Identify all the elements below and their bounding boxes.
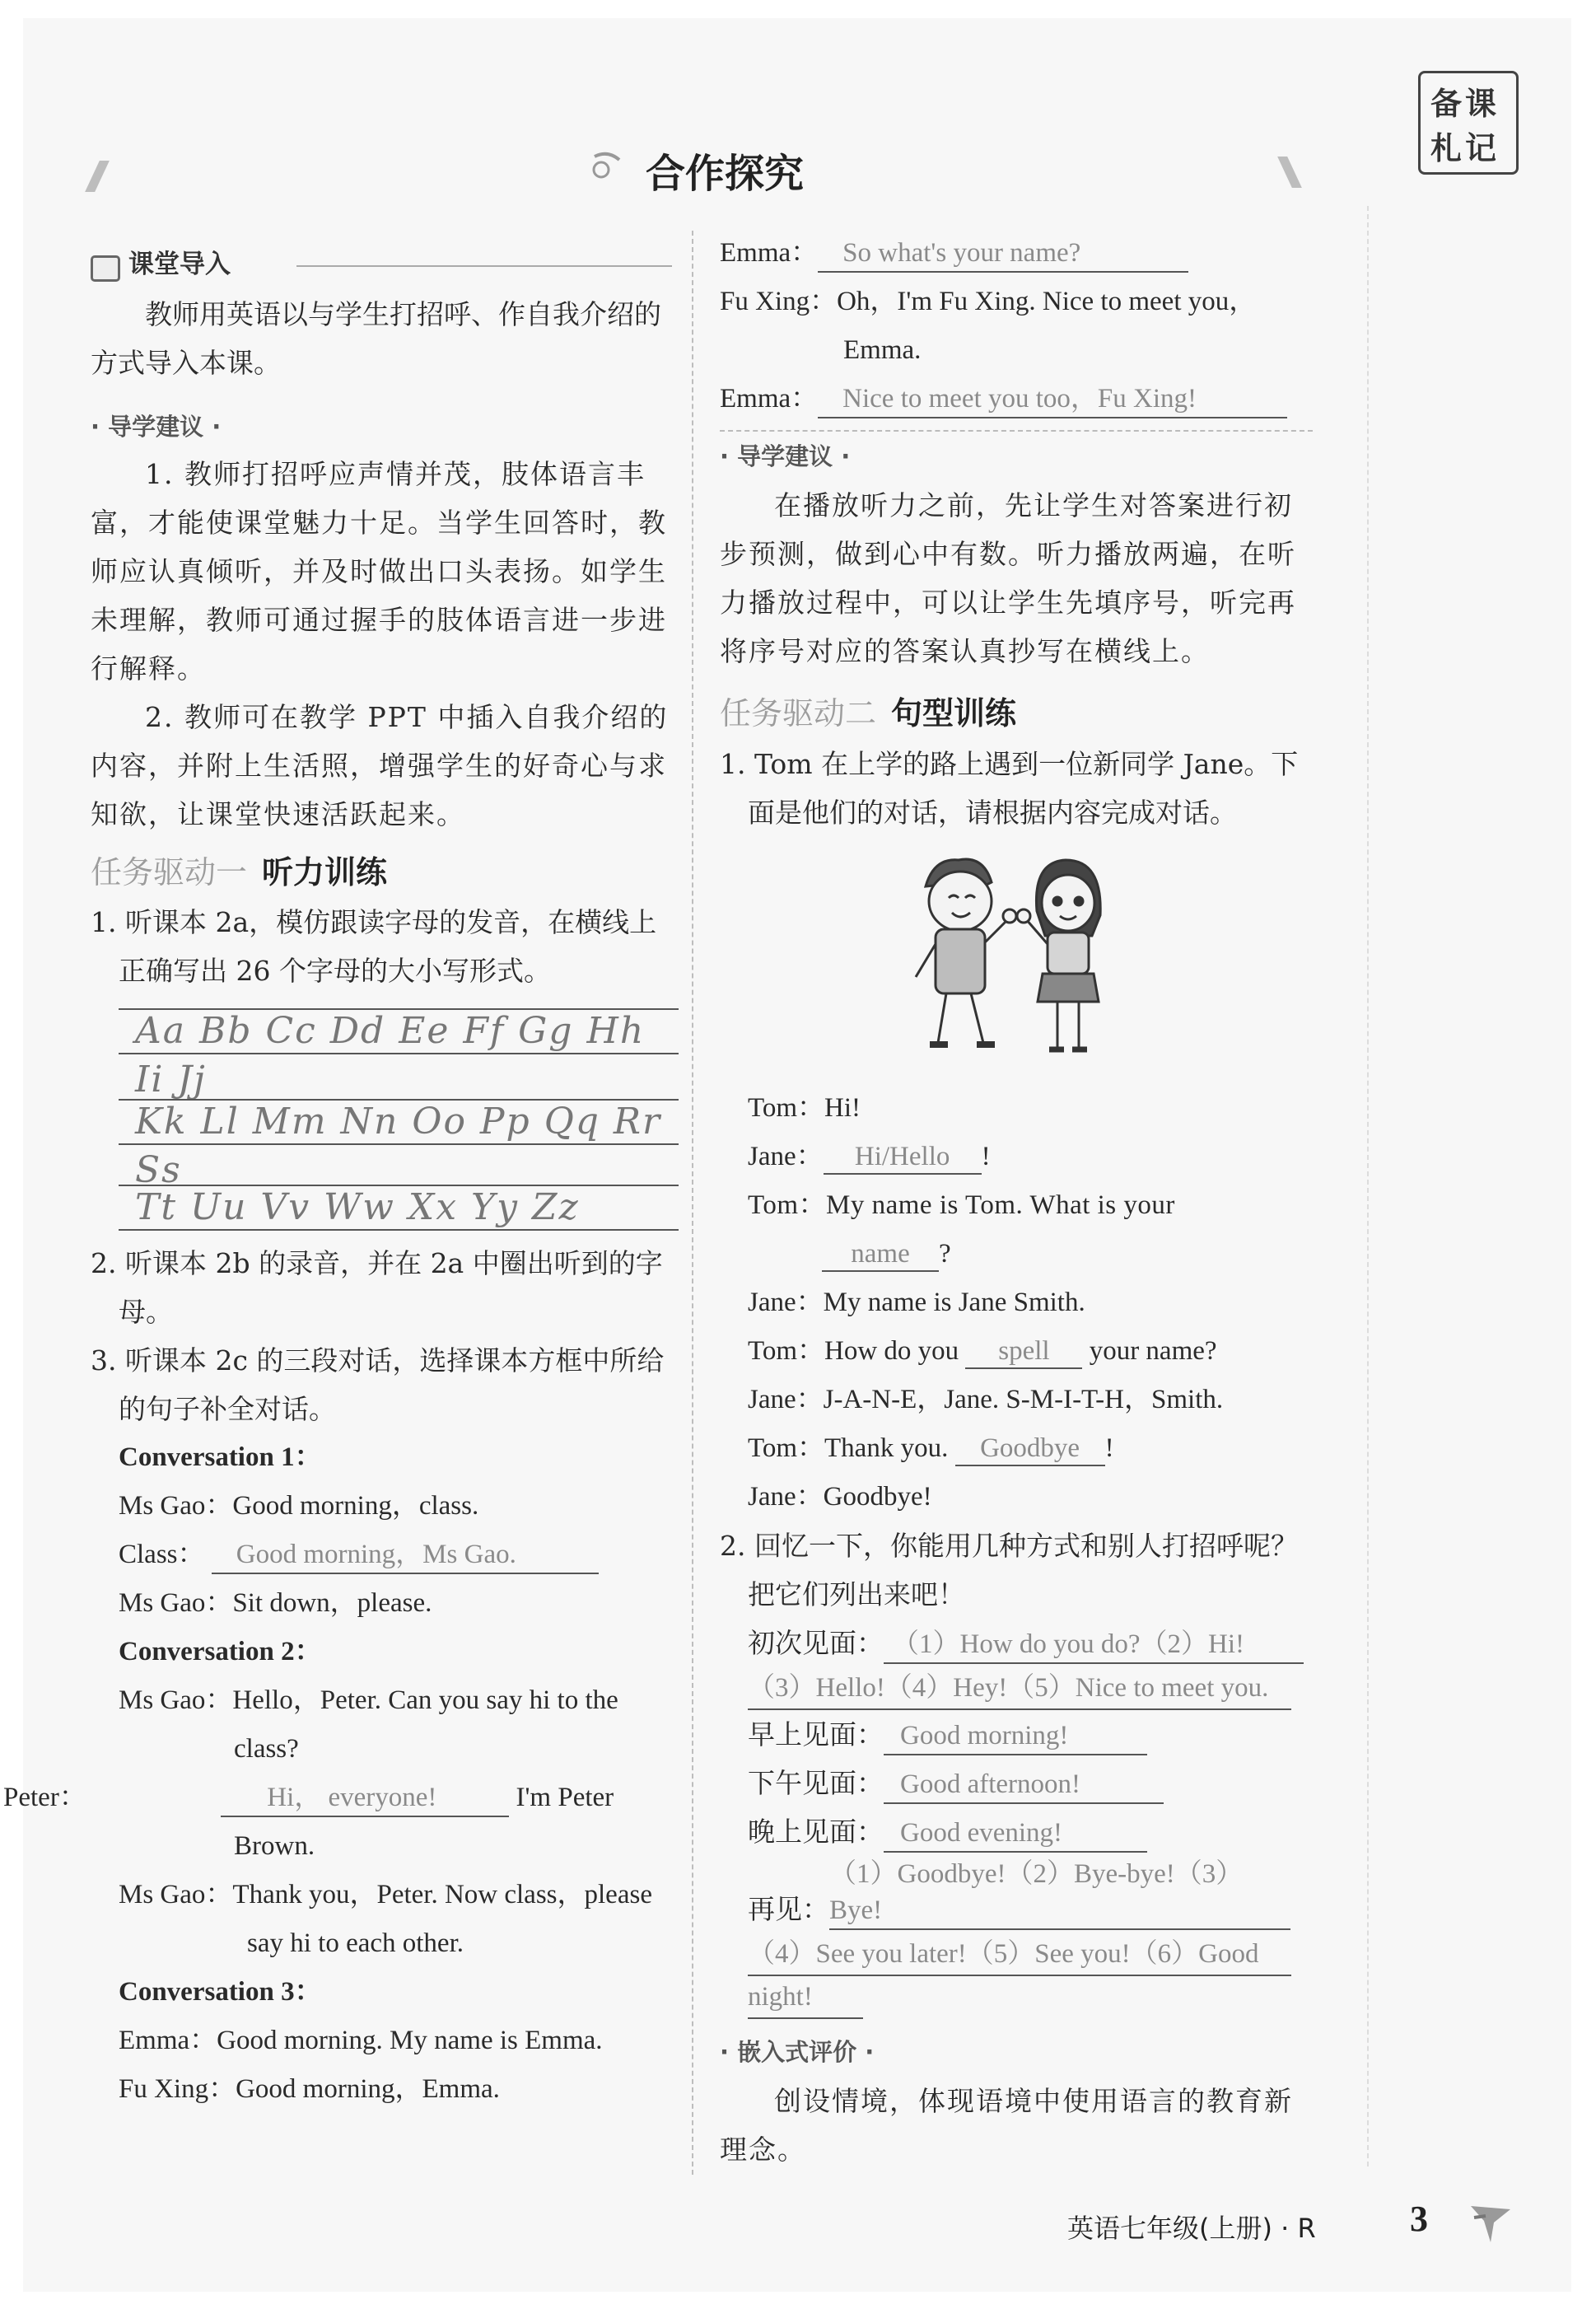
letter-copy-area bbox=[119, 995, 677, 1234]
column-divider bbox=[692, 231, 693, 2175]
lesson-notes-stamp bbox=[1418, 71, 1519, 175]
goodbye bbox=[748, 1856, 1313, 1933]
corner-arrow-icon bbox=[1466, 2198, 1515, 2247]
conv2-line2-label: Peter： bbox=[3, 1783, 86, 1812]
intro-title: 课堂导入 bbox=[128, 250, 231, 279]
page-number: 3 bbox=[1410, 2199, 1428, 2239]
copy-line-2 bbox=[119, 1092, 679, 1191]
emma-line1 bbox=[720, 229, 1313, 278]
guide-title-right: · 导学建议 · bbox=[720, 442, 851, 470]
first-meet bbox=[748, 1619, 1313, 1667]
task1-title: 听力训练 bbox=[262, 854, 388, 890]
dialog-3b bbox=[748, 1230, 1313, 1278]
guide-p2-left: 2. 教师可在教学 PPT 中插入自我介绍的内容，并附上生活照，增强学生的好奇心与求知欲，让课堂快速活跃起来。 bbox=[91, 701, 669, 830]
stamp-line-2: 札记 bbox=[1430, 130, 1500, 166]
conv3-line1: Emma：Good morning. My name is Emma. bbox=[119, 2026, 603, 2055]
q2-left: 2. 听课本 2b 的录音，并在 2a 中圈出听到的字母。 bbox=[91, 1247, 663, 1328]
right-column bbox=[720, 229, 1313, 2174]
illustration-tom-jane bbox=[720, 837, 1313, 1084]
margin-guide bbox=[1367, 206, 1369, 2166]
guide-text-right: 在播放听力之前，先让学生对答案进行初步预测，做到心中有数。听力播放两遍，在听力播放过程中，可以让学生先填序号，听完再将序号对应的答案认真抄写在横线上。 bbox=[720, 489, 1296, 667]
dialog-4: Jane：My name is Jane Smith. bbox=[748, 1288, 1085, 1317]
conv3-title: Conversation 3： bbox=[119, 1977, 322, 2007]
conv1-answer: Good morning，Ms Gao. bbox=[212, 1536, 599, 1574]
q1-left: 1. 听课本 2a，模仿跟读字母的发音，在横线上正确写出 26 个字母的大小写形式。 bbox=[91, 906, 657, 987]
eval-title: · 嵌入式评价 · bbox=[720, 2038, 875, 2066]
goodbye-answer-a: （1）Goodbye!（2）Bye-bye!（3）Bye! bbox=[829, 1856, 1290, 1930]
task2-grey: 任务驱动二 bbox=[720, 695, 877, 731]
dialog-5-answer: spell bbox=[965, 1334, 1082, 1369]
task2-title: 句型训练 bbox=[891, 695, 1017, 731]
section-title: 合作探究 bbox=[646, 151, 805, 197]
intro-header bbox=[91, 244, 677, 290]
conv2-line1: Ms Gao：Hello，Peter. Can you say hi to the class? bbox=[119, 1685, 618, 1764]
intro-text: 教师用英语以与学生打招呼、作自我介绍的方式导入本课。 bbox=[91, 298, 661, 379]
emma-answer2: Nice to meet you too，Fu Xing! bbox=[818, 381, 1287, 418]
tom-jane-dialog bbox=[720, 1084, 1313, 1521]
emma-line1-label: Emma： bbox=[720, 238, 819, 268]
afternoon-label: 下午见面： bbox=[748, 1767, 884, 1799]
emma-answer1: So what's your name? bbox=[818, 235, 1188, 273]
task1-grey: 任务驱动一 bbox=[91, 854, 248, 890]
conv2-line3: Ms Gao：Thank you，Peter. Now class，please say hi to each other. bbox=[119, 1880, 652, 1958]
conv1-line2 bbox=[119, 1531, 677, 1579]
conv1-line3: Ms Gao：Sit down，please. bbox=[119, 1588, 432, 1618]
emma-line2 bbox=[720, 375, 1313, 423]
goodbye-answer-b: （4）See you later!（5）See you!（6）Good bbox=[748, 1933, 1291, 1976]
task1-heading bbox=[91, 847, 677, 898]
first-meet-answer-a: （1）How do you do?（2）Hi! bbox=[884, 1626, 1304, 1664]
dialog-7-a: Tom：Thank you. bbox=[748, 1433, 949, 1463]
dialog-2-answer: Hi/Hello bbox=[824, 1140, 982, 1175]
conv2-title: Conversation 2： bbox=[119, 1637, 322, 1666]
dialog-7-end: ! bbox=[1104, 1433, 1114, 1463]
goodbye-label: 再见： bbox=[748, 1893, 829, 1925]
conv2-answer: Hi， everyone! bbox=[221, 1779, 509, 1817]
evening bbox=[748, 1807, 1313, 1856]
morning-label: 早上见面： bbox=[748, 1718, 884, 1750]
conv1-title: Conversation 1： bbox=[119, 1442, 322, 1472]
conv2-line2-rest: I'm Peter Brown. bbox=[234, 1783, 614, 1861]
dialog-2 bbox=[748, 1133, 1313, 1181]
book-name: 英语七年级(上册) · R bbox=[1067, 2213, 1316, 2244]
morning-answer: Good morning! bbox=[884, 1718, 1147, 1755]
conv1-line2-label: Class： bbox=[119, 1540, 205, 1569]
dialog-3-answer: name bbox=[822, 1237, 939, 1272]
q1-right: 1. Tom 在上学的路上遇到一位新同学 Jane。下面是他们的对话，请根据内容完成对话。 bbox=[720, 748, 1299, 829]
evening-label: 晚上见面： bbox=[748, 1816, 884, 1848]
stamp-line-1: 备课 bbox=[1430, 86, 1500, 122]
conv3-line2: Fu Xing：Good morning，Emma. bbox=[119, 2074, 500, 2104]
emma-line2-label: Emma： bbox=[720, 384, 819, 414]
letters-row-1: Aa Bb Cc Dd Ee Ff Gg Hh Ii Jj bbox=[135, 1010, 646, 1101]
copy-line-1 bbox=[119, 1002, 679, 1101]
first-meet-label: 初次见面： bbox=[748, 1627, 884, 1659]
letters-row-3: Tt Uu Vv Ww Xx Yy Zz bbox=[135, 1186, 580, 1228]
evening-answer: Good evening! bbox=[884, 1815, 1147, 1853]
intro-rule bbox=[296, 265, 672, 267]
conv1-line1: Ms Gao：Good morning，class. bbox=[119, 1491, 479, 1521]
dialog-5-b: your name? bbox=[1089, 1336, 1217, 1366]
first-meet-answer-b: （3）Hello!（4）Hey!（5）Nice to meet you. bbox=[748, 1667, 1291, 1710]
left-column bbox=[3, 244, 677, 2114]
dialog-6: Jane：J-A-N-E，Jane. S-M-I-T-H，Smith. bbox=[748, 1385, 1224, 1414]
dialog-5-a: Tom：How do you bbox=[748, 1336, 959, 1366]
dialog-3: Tom：My name is Tom. What is your bbox=[748, 1190, 1175, 1220]
q3-left: 3. 听课本 2c 的三段对话，选择课本方框中所给的句子补全对话。 bbox=[91, 1344, 665, 1425]
dialog-8: Jane：Goodbye! bbox=[748, 1482, 932, 1512]
dialog-2-label: Jane： bbox=[748, 1142, 824, 1171]
dialog-1: Tom：Hi! bbox=[748, 1093, 861, 1123]
conv2-line2 bbox=[3, 1774, 677, 1871]
guide-p1-left: 1. 教师打招呼应声情并茂，肢体语言丰富，才能使课堂魅力十足。当学生回答时，教师应认真倾听，并及时做出口头表扬。如学生未理解，教师可通过握手的肢体语言进一步进行解释。 bbox=[91, 458, 667, 685]
morning bbox=[748, 1710, 1313, 1759]
afternoon bbox=[748, 1759, 1313, 1807]
afternoon-answer: Good afternoon! bbox=[884, 1766, 1164, 1804]
guide-title-left: · 导学建议 · bbox=[91, 413, 222, 441]
dialog-3-end: ? bbox=[939, 1239, 951, 1269]
dialog-7 bbox=[748, 1424, 1313, 1473]
q2-right: 2. 回忆一下，你能用几种方式和别人打招呼呢？把它们列出来吧！ bbox=[720, 1530, 1298, 1610]
greetings-list bbox=[720, 1619, 1313, 2019]
dialog-7-answer: Goodbye bbox=[955, 1432, 1105, 1466]
conversations bbox=[3, 1433, 677, 2114]
fuxing-line: Fu Xing：Oh，I'm Fu Xing. Nice to meet you，Emma. bbox=[720, 287, 1257, 365]
header-icon bbox=[590, 148, 623, 181]
eval-text: 创设情境，体现语境中使用语言的教育新理念。 bbox=[720, 2085, 1293, 2166]
goodbye-answer-c: night! bbox=[748, 1976, 863, 2019]
right-top-dialog bbox=[720, 229, 1313, 423]
task2-heading bbox=[720, 687, 1313, 740]
intro-icon bbox=[91, 255, 120, 282]
dialog-5 bbox=[748, 1327, 1313, 1376]
kids-illustration bbox=[720, 837, 1313, 1084]
dialog-2-end: ! bbox=[981, 1142, 991, 1171]
copy-line-3 bbox=[119, 1178, 679, 1236]
letters-row-2: Kk Ll Mm Nn Oo Pp Qq Rr Ss bbox=[135, 1101, 662, 1191]
